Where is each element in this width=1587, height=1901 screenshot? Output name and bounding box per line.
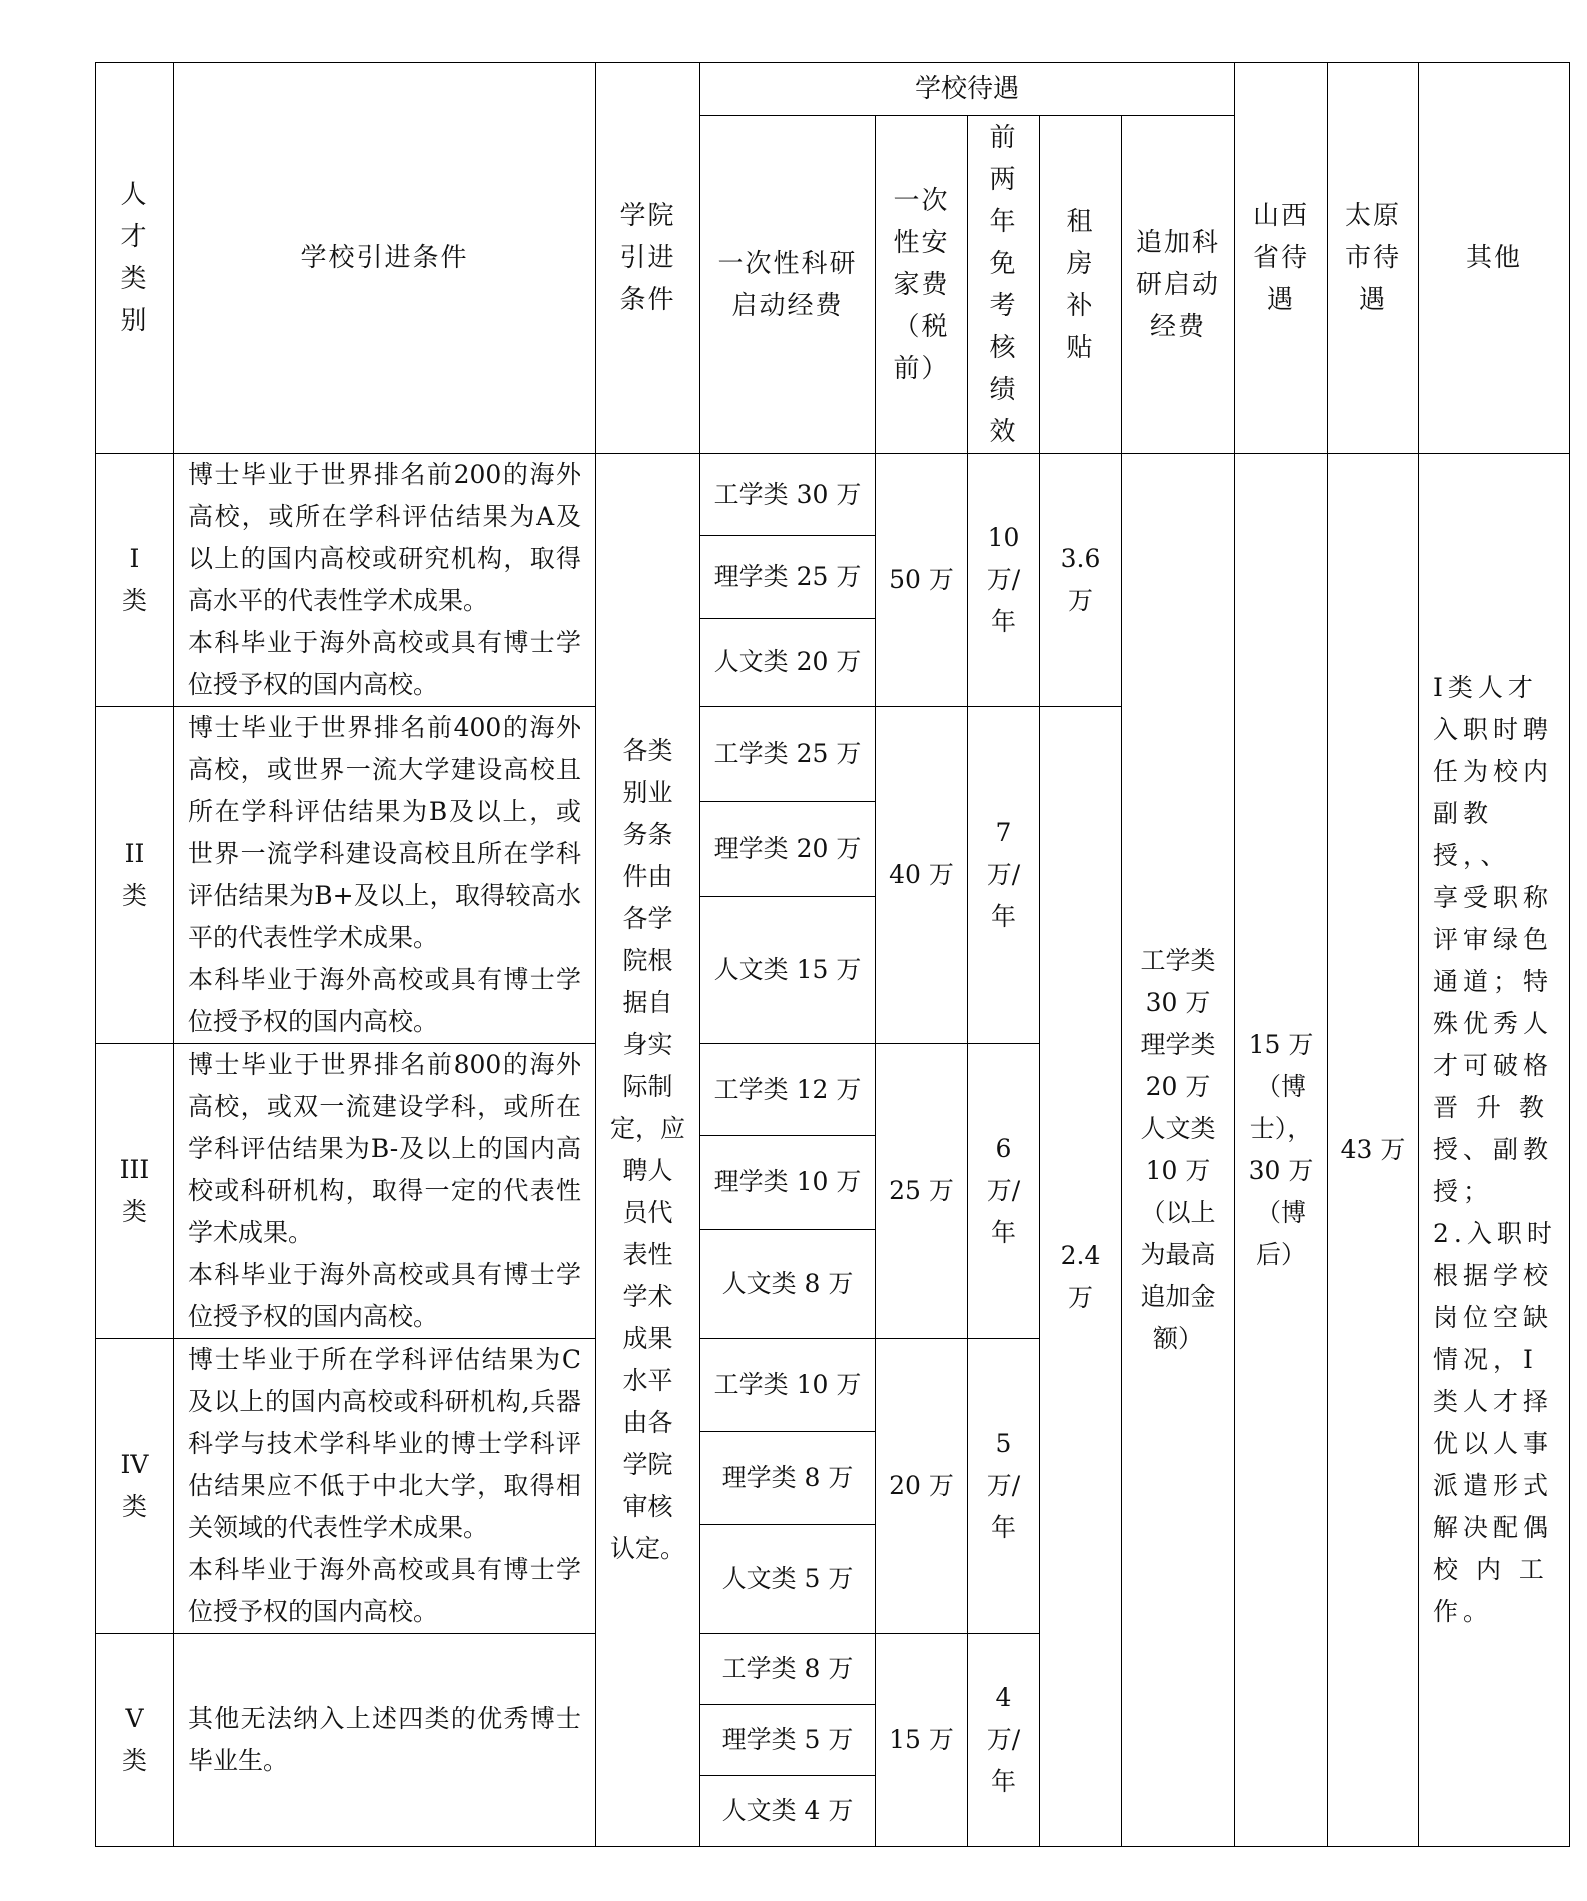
fund-cell: 理学类 8 万 xyxy=(700,1432,876,1525)
text-line: 7 xyxy=(995,818,1012,847)
fund-cell: 理学类 25 万 xyxy=(700,536,876,618)
text-line: 经费 xyxy=(1150,311,1207,342)
text-line: 博士毕业于所在学科评估结果为C及以上的国内高校或科研机构,兵器科学与技术学科毕业的博士学科评估结果应不低于中北大学，取得相关领域的代表性学术成果。 xyxy=(188,1345,581,1542)
text-line: 才 xyxy=(120,222,149,252)
fund-cell: 人文类 5 万 xyxy=(700,1525,876,1634)
text-line: 类 xyxy=(121,1197,147,1226)
text-line: 30 万 xyxy=(1145,988,1211,1017)
text-line: 优以人事 xyxy=(1433,1429,1554,1458)
header-row-1 xyxy=(96,63,1570,116)
text-line: 3.6 xyxy=(1060,544,1101,573)
text-line: 年 xyxy=(990,902,1016,931)
text-line: 博士毕业于世界排名前200的海外高校，或所在学科评估结果为A及以上的国内高校或研究机构，取得高水平的代表性学术成果。 xyxy=(188,460,581,615)
text-line: 万/ xyxy=(986,1176,1021,1205)
text-line: 成果 xyxy=(622,1324,673,1353)
text-line: 条件 xyxy=(619,285,676,315)
text-line: 省待 xyxy=(1253,243,1310,273)
text-line: （税 xyxy=(893,311,950,342)
text-line: 人 xyxy=(120,180,149,210)
college-conditions-cell xyxy=(596,454,700,1847)
rent-cell-class1 xyxy=(1040,454,1122,707)
text-line: 根据学校 xyxy=(1433,1261,1554,1290)
text-line: 学院 xyxy=(622,1450,673,1479)
text-line: 年 xyxy=(990,1513,1016,1542)
header-shanxi xyxy=(1235,63,1328,454)
performance-cell xyxy=(968,1339,1040,1634)
text-line: 类 xyxy=(121,1492,147,1521)
fund-cell: 人文类 15 万 xyxy=(700,896,876,1043)
text-line: IV xyxy=(120,1450,149,1479)
text-line: 启动经费 xyxy=(731,290,844,321)
text-line: 表性 xyxy=(622,1240,673,1269)
text-line: 核 xyxy=(989,332,1018,363)
fund-cell: 人文类 20 万 xyxy=(700,618,876,706)
fund-cell: 工学类 12 万 xyxy=(700,1044,876,1136)
text-line: 博士毕业于世界排名前400的海外高校，或世界一流大学建设高校且所在学科评估结果为B及以上，或世界一流学科建设高校且所在学科评估结果为B+及以上，取得较高水平的代表性学术成果。 xyxy=(188,713,581,952)
text-line: 20 万 xyxy=(1145,1072,1211,1101)
fund-cell: 人文类 8 万 xyxy=(700,1229,876,1338)
text-line: 据自 xyxy=(622,988,673,1017)
text-line: 万/ xyxy=(986,565,1021,594)
text-line: 一次性科研 xyxy=(717,248,858,279)
text-line: 定，应 xyxy=(609,1114,685,1143)
text-line: 研启动 xyxy=(1136,269,1221,300)
other-cell xyxy=(1419,454,1570,1847)
settlement-cell: 40 万 xyxy=(876,707,968,1044)
fund-cell: 工学类 25 万 xyxy=(700,707,876,802)
text-line: 学院 xyxy=(619,201,676,231)
text-line: 别业 xyxy=(622,778,673,807)
shanxi-cell xyxy=(1235,454,1328,1847)
text-line: 引进 xyxy=(619,243,676,273)
header-school-conditions: 学校引进条件 xyxy=(174,63,596,454)
text-line: 聘人 xyxy=(622,1156,673,1185)
header-taiyuan xyxy=(1328,63,1419,454)
category-cell xyxy=(96,1634,174,1847)
text-line: 院根 xyxy=(622,946,673,975)
fund-cell: 工学类 30 万 xyxy=(700,454,876,536)
text-line: 万/ xyxy=(986,860,1021,889)
text-line: 考 xyxy=(989,290,1018,321)
performance-cell xyxy=(968,1634,1040,1847)
header-settlement-fee xyxy=(876,116,968,454)
conditions-cell xyxy=(174,1339,596,1634)
fund-cell: 工学类 8 万 xyxy=(700,1634,876,1705)
text-line: 审核 xyxy=(622,1492,673,1521)
text-line: 博士毕业于世界排名前800的海外高校，或双一流建设学科，或所在学科评估结果为B-及以上的国内高校或科研机构，取得一定的代表性学术成果。 xyxy=(188,1050,581,1247)
text-line: 5 xyxy=(995,1429,1012,1458)
text-line: 派遣形式 xyxy=(1433,1471,1554,1500)
text-line: 类 xyxy=(121,881,147,910)
text-line: 入职时聘 xyxy=(1433,715,1554,744)
settlement-cell: 20 万 xyxy=(876,1339,968,1634)
text-line: 本科毕业于海外高校或具有博士学位授予权的国内高校。 xyxy=(188,1260,581,1331)
fund-cell: 理学类 10 万 xyxy=(700,1136,876,1229)
text-line: 人文类 xyxy=(1140,1114,1216,1143)
text-line: 山西 xyxy=(1253,201,1310,231)
text-line: 本科毕业于海外高校或具有博士学位授予权的国内高校。 xyxy=(188,1555,581,1626)
rent-cell-others xyxy=(1040,707,1122,1847)
conditions-cell xyxy=(174,1044,596,1339)
text-line: 一次 xyxy=(893,185,950,216)
text-line: 类 xyxy=(120,264,149,294)
text-line: 通道；特 xyxy=(1433,967,1554,996)
text-line: 年 xyxy=(990,607,1016,636)
conditions-cell xyxy=(174,707,596,1044)
text-line: 绩 xyxy=(989,374,1018,405)
talent-policy-table-wrapper xyxy=(95,62,1569,1842)
header-school-treatment: 学校待遇 xyxy=(700,63,1235,116)
text-line: 追加金 xyxy=(1140,1282,1216,1311)
text-line: 际制 xyxy=(622,1072,673,1101)
settlement-cell: 50 万 xyxy=(876,454,968,707)
category-cell xyxy=(96,1339,174,1634)
text-line: 市待 xyxy=(1345,243,1402,273)
text-line: 6 xyxy=(995,1134,1012,1163)
performance-cell xyxy=(968,1044,1040,1339)
text-line: 后） xyxy=(1256,1240,1307,1269)
text-line: 认定。 xyxy=(609,1534,685,1563)
text-line: 万 xyxy=(1067,1282,1093,1312)
text-line: 万 xyxy=(1067,586,1093,615)
text-line: 房 xyxy=(1066,248,1095,279)
header-college-conditions xyxy=(596,63,700,454)
text-line: Ⅰ类人才 xyxy=(1433,673,1538,702)
text-line: 家费 xyxy=(893,269,950,300)
text-line: 享受职称 xyxy=(1433,883,1554,912)
text-line: 任为校内 xyxy=(1433,757,1554,786)
text-line: 副教授，、 xyxy=(1433,799,1511,870)
settlement-cell: 25 万 xyxy=(876,1044,968,1339)
text-line: 其他无法纳入上述四类的优秀博士毕业生。 xyxy=(188,1704,581,1775)
text-line: 万/ xyxy=(986,1471,1021,1500)
header-rent-subsidy xyxy=(1040,116,1122,454)
header-exempt-performance xyxy=(968,116,1040,454)
text-line: 遇 xyxy=(1359,285,1388,315)
text-line: 效 xyxy=(989,416,1018,447)
text-line: 各学 xyxy=(622,904,673,933)
text-line: 为最高 xyxy=(1140,1240,1216,1269)
text-line: 授； xyxy=(1433,1177,1494,1206)
text-line: 2.入职时 xyxy=(1433,1219,1557,1248)
fund-cell: 理学类 5 万 xyxy=(700,1705,876,1776)
text-line: 遇 xyxy=(1267,285,1296,315)
text-line: 殊优秀人 xyxy=(1433,1009,1554,1038)
taiyuan-cell: 43 万 xyxy=(1328,454,1419,1847)
extra-fund-cell xyxy=(1122,454,1235,1847)
table-row xyxy=(96,454,1570,536)
text-line: 15 万 xyxy=(1248,1030,1314,1059)
text-line: 才可破格 xyxy=(1433,1051,1554,1080)
text-line: 年 xyxy=(989,206,1018,237)
text-line: 4 xyxy=(995,1683,1012,1712)
text-line: 务条 xyxy=(622,820,673,849)
text-line: I xyxy=(129,544,140,573)
text-line: 类 xyxy=(121,586,147,615)
text-line: 额） xyxy=(1153,1324,1204,1353)
text-line: 作。 xyxy=(1433,1597,1494,1626)
category-cell xyxy=(96,454,174,707)
text-line: II xyxy=(124,839,145,868)
text-line: 年 xyxy=(990,1767,1016,1796)
text-line: 补 xyxy=(1066,290,1095,321)
text-line: 别 xyxy=(120,306,149,336)
text-line: 理学类 xyxy=(1140,1030,1216,1059)
text-line: （博 xyxy=(1256,1072,1307,1101)
fund-cell: 理学类 20 万 xyxy=(700,802,876,896)
conditions-cell xyxy=(174,454,596,707)
text-line: 员代 xyxy=(622,1198,673,1227)
header-other: 其他 xyxy=(1419,63,1570,454)
text-line: 太原 xyxy=(1345,201,1402,231)
text-line: 2.4 xyxy=(1060,1240,1101,1270)
text-line: 岗位空缺 xyxy=(1433,1303,1554,1332)
text-line: 件由 xyxy=(622,862,673,891)
text-line: （博 xyxy=(1256,1198,1307,1227)
text-line: 万/ xyxy=(986,1725,1021,1754)
conditions-cell xyxy=(174,1634,596,1847)
text-line: 士）， xyxy=(1249,1114,1313,1143)
text-line: 免 xyxy=(989,248,1018,279)
text-line: 由各 xyxy=(622,1408,673,1437)
text-line: 解决配偶 xyxy=(1433,1513,1554,1542)
performance-cell xyxy=(968,454,1040,707)
settlement-cell: 15 万 xyxy=(876,1634,968,1847)
performance-cell xyxy=(968,707,1040,1044)
text-line: 类人才择 xyxy=(1433,1387,1554,1416)
text-line: 评审绿色 xyxy=(1433,925,1554,954)
text-line: 校 内 工 xyxy=(1433,1555,1549,1584)
text-line: 贴 xyxy=(1066,332,1095,363)
text-line: （以上 xyxy=(1140,1198,1216,1227)
text-line: 两 xyxy=(989,164,1018,195)
text-line: 10 xyxy=(987,523,1020,552)
text-line: III xyxy=(119,1155,150,1184)
text-line: 30 万 xyxy=(1248,1156,1314,1185)
text-line: 身实 xyxy=(622,1030,673,1059)
category-cell xyxy=(96,1044,174,1339)
text-line: V xyxy=(125,1704,144,1733)
text-line: 各类 xyxy=(622,736,673,765)
text-line: 学术 xyxy=(622,1282,673,1311)
header-research-fund xyxy=(700,116,876,454)
text-line: 前） xyxy=(893,353,950,384)
text-line: 类 xyxy=(121,1746,147,1775)
text-line: 晋 升 教 xyxy=(1433,1093,1549,1122)
text-line: 10 万 xyxy=(1145,1156,1211,1185)
category-cell xyxy=(96,707,174,1044)
fund-cell: 人文类 4 万 xyxy=(700,1776,876,1847)
text-line: 年 xyxy=(990,1218,1016,1247)
header-category xyxy=(96,63,174,454)
text-line: 情况，Ⅰ xyxy=(1433,1345,1538,1374)
text-line: 前 xyxy=(989,122,1018,153)
talent-policy-table xyxy=(95,62,1570,1847)
text-line: 水平 xyxy=(622,1366,673,1395)
text-line: 追加科 xyxy=(1136,227,1221,258)
text-line: 授、副教 xyxy=(1433,1135,1554,1164)
text-line: 本科毕业于海外高校或具有博士学位授予权的国内高校。 xyxy=(188,965,581,1036)
text-line: 租 xyxy=(1066,206,1095,237)
fund-cell: 工学类 10 万 xyxy=(700,1339,876,1432)
text-line: 工学类 xyxy=(1140,946,1216,975)
text-line: 本科毕业于海外高校或具有博士学位授予权的国内高校。 xyxy=(188,628,581,699)
text-line: 性安 xyxy=(893,227,950,258)
header-extra-fund xyxy=(1122,116,1235,454)
